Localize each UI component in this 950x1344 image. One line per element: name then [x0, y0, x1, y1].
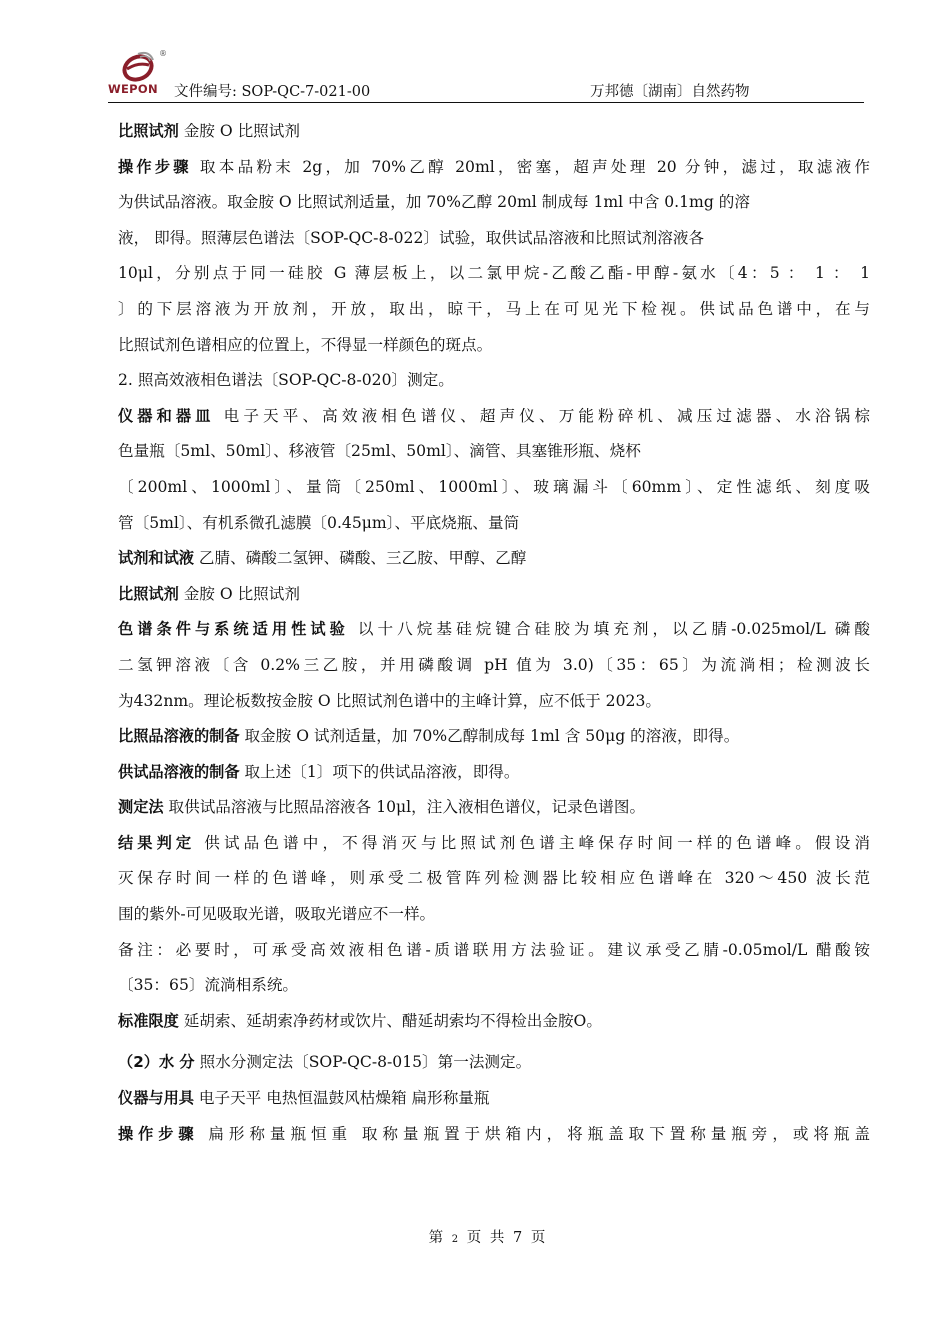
text-line — [118, 114, 870, 150]
text-line — [118, 506, 870, 542]
line-text: 色量瓶〔5ml、50ml〕、移液管〔25ml、50ml〕、滴管、具塞锥形瓶、烧杯 — [118, 442, 641, 461]
total-pages: 7 — [512, 1230, 525, 1246]
text-line — [118, 434, 870, 470]
text-line — [118, 755, 870, 791]
line-text: 延胡索、延胡索净药材或饮片、醋延胡索均不得检出金胺O。 — [178, 1011, 602, 1030]
text-line — [118, 470, 870, 506]
line-text: 电子天平 电热恒温鼓风枯燥箱 扁形称量瓶 — [193, 1089, 490, 1108]
text-line — [118, 1045, 870, 1081]
section-label: 比照试剂 — [118, 584, 179, 603]
line-text: 10μl，分别点于同一硅胶 G 薄层板上，以二氯甲烷-乙酸乙酯-甲醇-氨水〔4：5 ： 1 ： 1 — [118, 264, 870, 283]
section-label: 试剂和试液 — [118, 549, 194, 568]
text-line — [118, 185, 870, 221]
section-label: 比照试剂 — [118, 122, 179, 140]
line-text: 灭保存时间一样的色谱峰，则承受二极管阵列检测器比较相应色谱峰在 320～450 波长范 — [118, 869, 870, 888]
footer-prefix: 第 — [428, 1230, 446, 1246]
line-text: 取上述〔1〕项下的供试品溶液，即得。 — [239, 762, 520, 781]
text-line — [118, 150, 870, 186]
text-line — [118, 363, 870, 399]
section-label: 仪器与用具 — [118, 1089, 194, 1108]
text-line — [118, 790, 870, 826]
wepon-logo-icon — [118, 48, 162, 84]
section-label: 操作步骤 — [118, 157, 192, 176]
text-line — [118, 1081, 870, 1117]
text-line — [118, 612, 870, 648]
text-line — [118, 861, 870, 897]
section-label: 操作步骤 — [118, 1124, 199, 1143]
text-line — [118, 684, 870, 720]
line-text: 照水分测定法〔SOP-QC-8-015〕第一法测定。 — [194, 1053, 532, 1072]
line-text: 以十八烷基硅烷键合硅胶为填充剂，以乙腈-0.025mol/L 磷酸 — [348, 620, 870, 639]
line-text: 备注：必要时，可承受高效液相色谱-质谱联用方法验证。建议承受乙腈-0.05mol/L 醋酸铵 — [118, 940, 870, 959]
text-line — [118, 292, 870, 328]
line-text: 电子天平、高效液相色谱仪、超声仪、万能粉碎机、减压过滤器、水浴锅棕 — [214, 406, 870, 425]
document-body — [118, 114, 870, 1152]
line-text: 扁形称量瓶恒重 取称量瓶置于烘箱内，将瓶盖取下置称量瓶旁，或将瓶盖 — [198, 1124, 870, 1143]
text-line — [118, 577, 870, 613]
line-text: 乙腈、磷酸二氢钾、磷酸、三乙胺、甲醇、乙醇 — [193, 549, 527, 568]
text-line — [118, 933, 870, 969]
line-text: 为432nm。理论板数按金胺 O 比照试剂色谱中的主峰计算，应不低于 2023。 — [118, 691, 661, 710]
line-text: 〕的下层溶液为开放剂，开放，取出，晾干，马上在可见光下检视。供试品色谱中，在与 — [118, 299, 870, 318]
section-label: 标准限度 — [118, 1011, 179, 1030]
text-line — [118, 399, 870, 435]
line-text: 〔200ml、1000ml〕、量筒〔250ml、1000ml〕、玻璃漏斗〔60mm〕、定性滤纸、刻度吸 — [118, 477, 870, 496]
footer-suffix: 页 — [530, 1230, 548, 1246]
logo-wordmark: WEPON — [108, 82, 158, 96]
text-line — [118, 968, 870, 1004]
line-text: 围的紫外-可见吸取光谱，吸取光谱应不一样。 — [118, 905, 436, 924]
section-label: 供试品溶液的制备 — [118, 762, 240, 781]
text-line — [118, 1004, 870, 1040]
section-label: 色谱条件与系统适用性试验 — [118, 620, 349, 639]
text-line — [118, 826, 870, 862]
page-footer — [0, 1226, 950, 1247]
text-line — [118, 719, 870, 755]
section-label: 测定法 — [118, 798, 164, 817]
line-text: 取本品粉末 2g，加 70%乙醇 20ml，密塞，超声处理 20 分钟，滤过，取滤液作 — [191, 157, 871, 176]
page-number: 2 — [451, 1234, 461, 1245]
text-line — [118, 256, 870, 292]
line-text: 液， 即得。照薄层色谱法〔SOP-QC-8-022〕试验，取供试品溶液和比照试剂溶液各 — [118, 228, 705, 247]
text-line — [118, 541, 870, 577]
registered-mark: ® — [159, 49, 167, 58]
line-text: 为供试品溶液。取金胺 O 比照试剂适量，加 70%乙醇 20ml 制成每 1ml 中含 0.1mg 的溶 — [118, 193, 750, 212]
text-line — [118, 648, 870, 684]
line-text: 取供试品溶液与比照品溶液各 10μl，注入液相色谱仪，记录色谱图。 — [163, 798, 646, 817]
company-name: 万邦德〔湖南〕自然药物 — [590, 84, 750, 100]
line-text: 取金胺 O 试剂适量，加 70%乙醇制成每 1ml 含 50μg 的溶液，即得。 — [239, 727, 740, 746]
footer-middle: 页 共 — [466, 1230, 507, 1246]
section-label: 仪器和器皿 — [118, 406, 215, 425]
company-logo — [108, 48, 170, 102]
section-label: 结果判定 — [118, 833, 196, 852]
line-text: 比照试剂色谱相应的位置上，不得显一样颜色的斑点。 — [118, 335, 493, 354]
line-text: 金胺 O 比照试剂 — [178, 122, 300, 140]
line-text: 2. 照高效液相色谱法〔SOP-QC-8-020〕测定。 — [118, 371, 454, 390]
text-line — [118, 221, 870, 257]
text-line — [118, 1117, 870, 1153]
text-line — [118, 897, 870, 933]
section-label: （2）水 分 — [118, 1053, 195, 1072]
line-text: 管〔5ml〕、有机系微孔滤膜〔0.45μm〕、平底烧瓶、量筒 — [118, 513, 520, 532]
line-text: 二氢钾溶液〔含 0.2%三乙胺，并用磷酸调 pH 值为 3.0)〔35：65〕为流淌相；检测波长 — [118, 655, 870, 674]
line-text: 金胺 O 比照试剂 — [178, 584, 300, 603]
line-text: 供试品色谱中，不得消灭与比照试剂色谱主峰保存时间一样的色谱峰。假设消 — [195, 833, 870, 852]
line-text: 〔35：65〕流淌相系统。 — [118, 976, 299, 995]
page-header — [108, 48, 864, 103]
document-number: 文件编号: SOP-QC-7-021-00 — [174, 84, 371, 100]
section-label: 比照品溶液的制备 — [118, 727, 240, 746]
text-line — [118, 328, 870, 364]
